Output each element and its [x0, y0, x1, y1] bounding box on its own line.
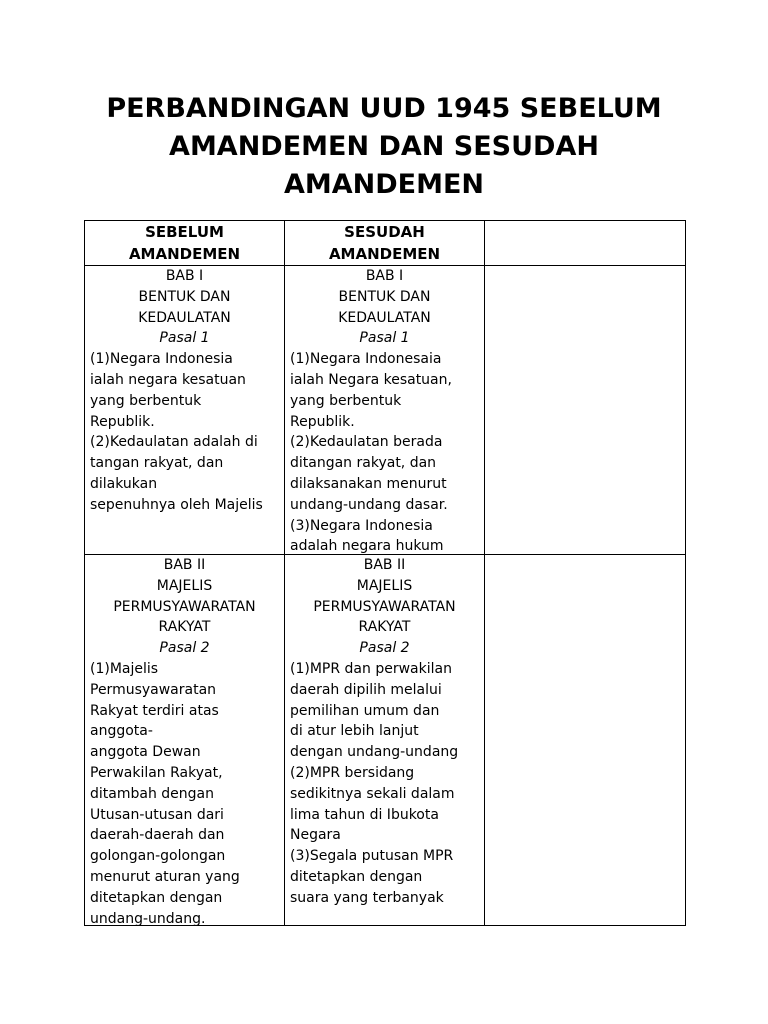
- body-line: Rakyat terdiri atas: [90, 702, 219, 719]
- header-line: AMANDEMEN: [128, 245, 241, 263]
- body-line: dengan undang-undang: [290, 744, 459, 761]
- heading-line: BENTUK DAN: [138, 288, 231, 305]
- table-row: [85, 555, 686, 926]
- body-line: dilaksanakan menurut: [290, 475, 447, 492]
- body-line: daerah-daerah dan: [90, 827, 225, 844]
- bab-heading: [90, 266, 279, 328]
- bab-heading: [290, 266, 479, 328]
- body-line: Republik.: [290, 413, 355, 430]
- body-line: suara yang terbanyak: [290, 889, 444, 906]
- body-line: Negara: [290, 827, 341, 844]
- pasal-label: Pasal 2: [359, 640, 410, 657]
- body-line: (1)MPR dan perwakilan: [290, 660, 452, 677]
- table-row: [85, 266, 686, 555]
- body-line: di atur lebih lanjut: [290, 723, 419, 740]
- header-line: SESUDAH: [344, 223, 425, 241]
- body-line: lima tahun di Ibukota: [290, 806, 439, 823]
- pasal-label: Pasal 1: [359, 330, 410, 347]
- title-line: AMANDEMEN DAN SESUDAH: [169, 131, 599, 162]
- article-body: [290, 659, 479, 909]
- header-line: SEBELUM: [145, 223, 224, 241]
- cell-sesudah: [285, 266, 485, 555]
- article-body: [290, 349, 479, 554]
- cell-sebelum: [85, 555, 285, 926]
- header-sebelum: [85, 221, 285, 266]
- bab-heading: [290, 555, 479, 638]
- heading-line: BAB I: [165, 268, 204, 284]
- body-line: ditetapkan dengan: [290, 868, 423, 885]
- comparison-table: [84, 220, 686, 926]
- body-line: ialah Negara kesatuan,: [290, 371, 452, 388]
- body-line: (1)Majelis: [90, 660, 159, 677]
- body-line: pemilihan umum dan: [290, 702, 440, 719]
- body-line: (1)Negara Indonesia: [90, 351, 233, 368]
- table-header-row: [85, 221, 686, 266]
- header-line: AMANDEMEN: [328, 245, 441, 263]
- body-line: undang-undang dasar.: [290, 496, 448, 513]
- heading-line: PERMUSYAWARATAN: [313, 598, 456, 615]
- body-line: yang berbentuk: [290, 392, 402, 409]
- body-line: adalah negara hukum: [290, 538, 444, 554]
- body-line: (3)Negara Indonesia: [290, 517, 433, 534]
- heading-line: MAJELIS: [156, 577, 213, 594]
- heading-line: PERMUSYAWARATAN: [113, 598, 256, 615]
- body-line: ialah negara kesatuan: [90, 371, 246, 388]
- body-line: daerah dipilih melalui: [290, 681, 442, 698]
- pasal-label: Pasal 1: [159, 330, 210, 347]
- body-line: dilakukan: [90, 475, 158, 492]
- heading-line: BAB I: [365, 268, 404, 284]
- heading-line: KEDAULATAN: [138, 309, 231, 326]
- body-line: menurut aturan yang: [90, 868, 240, 885]
- body-line: anggota Dewan: [90, 744, 201, 761]
- heading-line: MAJELIS: [356, 577, 413, 594]
- article-body: [90, 659, 279, 925]
- body-line: Permusyawaratan: [90, 681, 217, 698]
- cell-sesudah: [285, 555, 485, 926]
- heading-line: RAKYAT: [158, 619, 211, 636]
- heading-line: BAB II: [363, 557, 406, 573]
- body-line: (2)Kedaulatan adalah di: [90, 434, 258, 451]
- bab-heading: [90, 555, 279, 638]
- article-body: [90, 349, 279, 515]
- cell-sebelum: [85, 266, 285, 555]
- header-empty: [485, 221, 686, 266]
- heading-line: RAKYAT: [358, 619, 411, 636]
- heading-line: BENTUK DAN: [338, 288, 431, 305]
- pasal-label: Pasal 2: [159, 640, 210, 657]
- body-line: undang-undang.: [90, 910, 206, 925]
- title-line: PERBANDINGAN UUD 1945 SEBELUM: [106, 93, 662, 124]
- body-line: ditangan rakyat, dan: [290, 455, 437, 472]
- body-line: (3)Segala putusan MPR: [290, 848, 454, 865]
- cell-empty: [485, 555, 686, 926]
- body-line: anggota-: [90, 723, 153, 740]
- body-line: ditambah dengan: [90, 785, 214, 802]
- body-line: (2)Kedaulatan berada: [290, 434, 443, 451]
- body-line: (1)Negara Indonesaia: [290, 351, 442, 368]
- body-line: ditetapkan dengan: [90, 889, 223, 906]
- body-line: sepenuhnya oleh Majelis: [90, 496, 263, 513]
- body-line: Perwakilan Rakyat,: [90, 764, 223, 781]
- body-line: (2)MPR bersidang: [290, 764, 415, 781]
- body-line: golongan-golongan: [90, 848, 226, 865]
- body-line: Republik.: [90, 413, 155, 430]
- heading-line: KEDAULATAN: [338, 309, 431, 326]
- body-line: sedikitnya sekali dalam: [290, 785, 455, 802]
- body-line: yang berbentuk: [90, 392, 202, 409]
- title-line: AMANDEMEN: [283, 169, 485, 200]
- header-sesudah: [285, 221, 485, 266]
- heading-line: BAB II: [163, 557, 206, 573]
- body-line: tangan rakyat, dan: [90, 455, 224, 472]
- cell-empty: [485, 266, 686, 555]
- body-line: Utusan-utusan dari: [90, 806, 224, 823]
- document-title: [84, 90, 684, 204]
